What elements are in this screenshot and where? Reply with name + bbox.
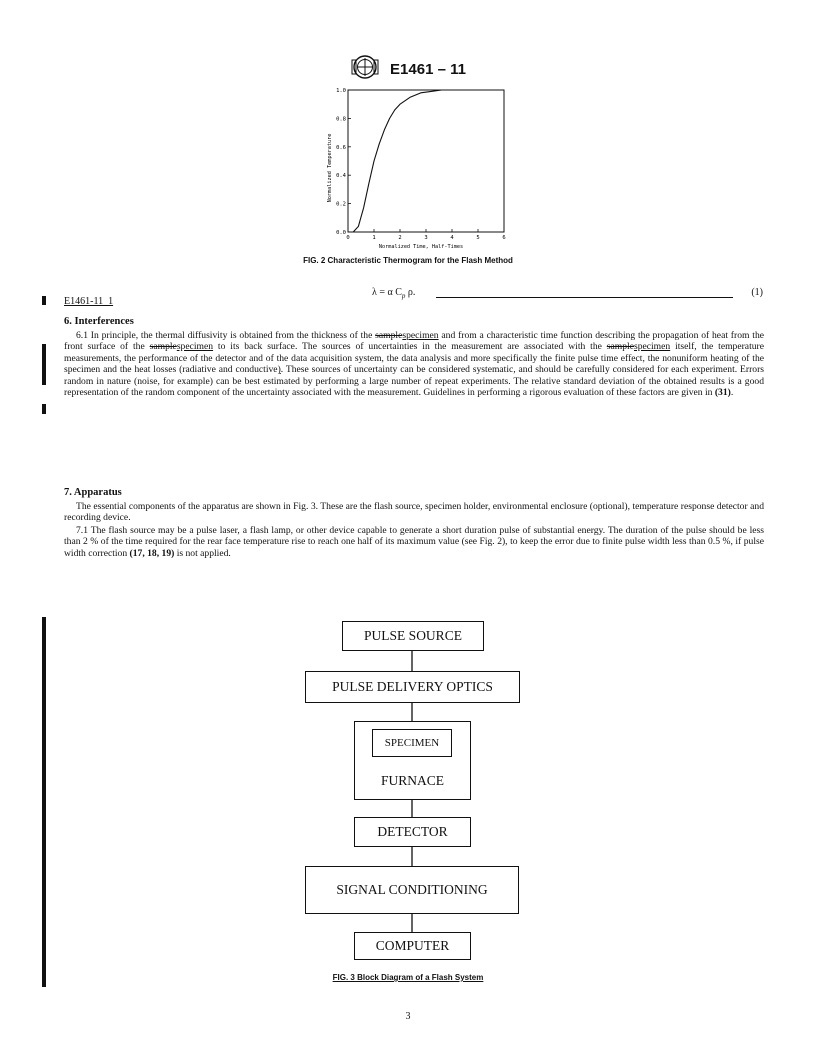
fig2-caption: FIG. 2 Characteristic Thermogram for the Flash Method [303, 256, 513, 265]
fig2-x-tick-label: 5 [476, 235, 480, 241]
deleted-text: sample [149, 341, 177, 353]
text-run: and from a characteristic time function describing the propagation of heat from the front surface of the [64, 330, 764, 353]
inserted-text: ) [277, 364, 281, 376]
furnace-label: FURNACE [380, 773, 444, 788]
fig2-y-tick-label: 0.6 [336, 144, 346, 151]
deleted-text: sample [375, 330, 403, 341]
block-detector: DETECTOR [354, 817, 471, 847]
equation-subscript: p [401, 292, 406, 300]
section-6-heading: 6. Interferences [64, 316, 134, 327]
document-designation: E1461 – 11 [390, 61, 466, 78]
inserted-text: specimen [633, 341, 671, 353]
inserted-text: specimen [402, 330, 439, 341]
block-signal-conditioning: SIGNAL CONDITIONING [305, 866, 519, 914]
block-computer: COMPUTER [354, 932, 471, 960]
deleted-text: sample [606, 341, 634, 353]
text-run: . [730, 387, 734, 399]
text-run: . These sources of uncertainty can be considered systematic, and should be carefully considered for each experiment. Errors random in nature (noise, for example) can be best estimated by performing a large number of repeat experiments. The relative standard deviation of the obtained results is a good representation of the random component of the uncertainty associated with the measurement. Guidelines in performing a rigorous evaluation of these factors are given in [64, 364, 764, 399]
paragraph-7-intro: The essential components of the apparatus are shown in Fig. 3. These are the flash source, specimen holder, environmental enclosure (optional), temperature response detector and recording device. [64, 501, 764, 524]
text-run: 6.1 In principle, the thermal diffusivity is obtained from the thickness of the [76, 330, 376, 341]
section-7-heading: 7. Apparatus [64, 487, 122, 498]
fig2-y-tick-label: 0.8 [336, 116, 346, 123]
fig2-x-tick-label: 0 [346, 235, 350, 241]
reference: (17, 18, 19) [129, 547, 175, 559]
fig2-x-tick-label: 2 [398, 235, 402, 241]
reference: (31) [714, 387, 731, 399]
text-run: itself, the temperature measurements, the performance of the detector and of the data acquisition system, the data analysis and more specifically the finite pulse time effect, the nonuniform heating of the specimen and the heat losses (radiative and conductive [64, 341, 764, 376]
fig2-y-tick-label: 0.0 [336, 230, 346, 236]
equation-lhs: λ = α C [372, 287, 402, 298]
fig2-x-axis-label: Normalized Time, Half-Times [378, 244, 464, 250]
equation-rhs: ρ. [405, 287, 416, 298]
fig3-caption-text: FIG. 3 Block Diagram of a Flash System [332, 973, 484, 982]
fig2-x-tick-label: 4 [450, 235, 454, 241]
fig2-y-tick-label: 1.0 [336, 88, 346, 94]
fig2-x-tick-label: 6 [502, 235, 506, 241]
block-specimen: SPECIMEN [372, 729, 452, 757]
text-run: to its back surface. The sources of uncertainties in the measurement are associated with the [213, 341, 607, 353]
block-pulse-delivery-optics: PULSE DELIVERY OPTICS [305, 671, 520, 703]
block-pulse-source: PULSE SOURCE [342, 621, 484, 651]
text-run: 7.1 The flash source may be a pulse laser, a flash lamp, or other device capable to generate a short duration pulse of substantial energy. The duration of the pulse should be less than 2 % of the time required for the rear face temperature rise to reach one half of its maximum value (see Fig. 2), to keep the error due to finite pulse width less than 0.5 %, if pulse width correction [64, 525, 764, 559]
inserted-text: specimen [176, 341, 214, 353]
fig3-caption [0, 973, 816, 982]
fig2-y-tick-label: 0.2 [336, 201, 346, 208]
fig2-x-tick-label: 1 [372, 235, 376, 241]
equation-number: (1) [751, 287, 763, 298]
fig2-y-tick-label: 0.4 [336, 173, 346, 180]
fig2-x-tick-label: 3 [424, 235, 428, 241]
page-number: 3 [405, 1011, 411, 1022]
text-run: is not applied. [174, 547, 231, 559]
fig2-y-axis-label: Normalized Temperature [327, 133, 333, 203]
figure-id: E1461-11_1 [64, 296, 114, 307]
